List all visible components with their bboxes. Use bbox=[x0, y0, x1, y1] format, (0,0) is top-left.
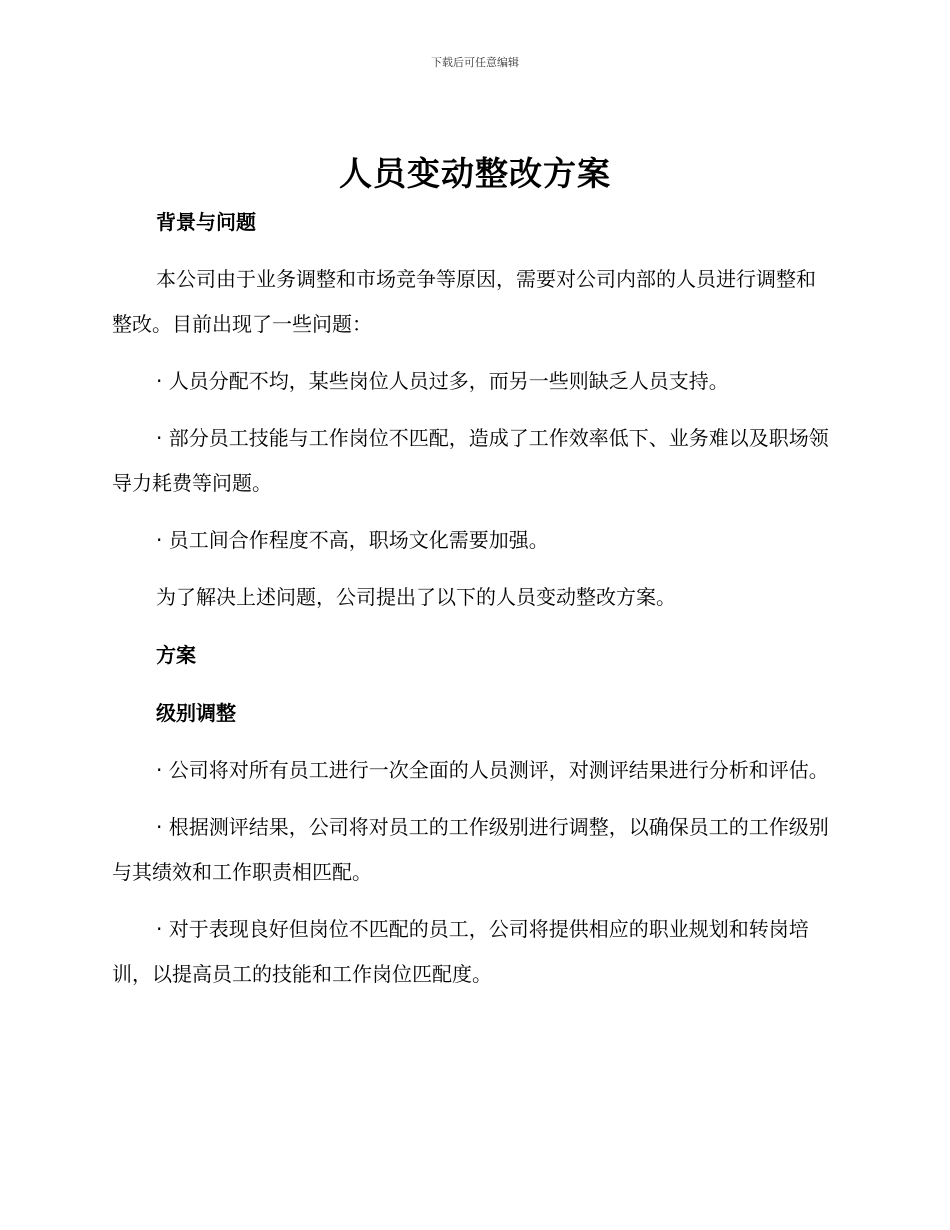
background-intro-paragraph: 本公司由于业务调整和市场竞争等原因，需要对公司内部的人员进行调整和整改。目前出现了一些问题： bbox=[112, 267, 816, 336]
section-heading-background: 背景与问题 bbox=[156, 210, 256, 234]
page-header-note: 下载后可任意编辑 bbox=[431, 56, 519, 69]
subsection-heading-level: 级别调整 bbox=[156, 701, 236, 725]
issue-item: · 人员分配不均，某些岗位人员过多，而另一些则缺乏人员支持。 bbox=[156, 369, 729, 393]
level-item: · 对于表现良好但岗位不匹配的员工，公司将提供相应的职业规划和转岗培训，以提高员工的技能和工作岗位匹配度。 bbox=[112, 917, 809, 986]
issue-item: · 部分员工技能与工作岗位不匹配，造成了工作效率低下、业务难以及职场领导力耗费等问题。 bbox=[112, 426, 829, 495]
issue-item: · 员工间合作程度不高，职场文化需要加强。 bbox=[156, 528, 549, 552]
document-body bbox=[112, 199, 832, 997]
section-heading-plan: 方案 bbox=[156, 643, 196, 667]
document-title: 人员变动整改方案 bbox=[339, 154, 611, 193]
level-item: · 根据测评结果，公司将对员工的工作级别进行调整，以确保员工的工作级别与其绩效和工作职责相匹配。 bbox=[112, 815, 829, 884]
transition-paragraph: 为了解决上述问题，公司提出了以下的人员变动整改方案。 bbox=[156, 585, 676, 609]
level-item: · 公司将对所有员工进行一次全面的人员测评，对测评结果进行分析和评估。 bbox=[156, 758, 829, 782]
